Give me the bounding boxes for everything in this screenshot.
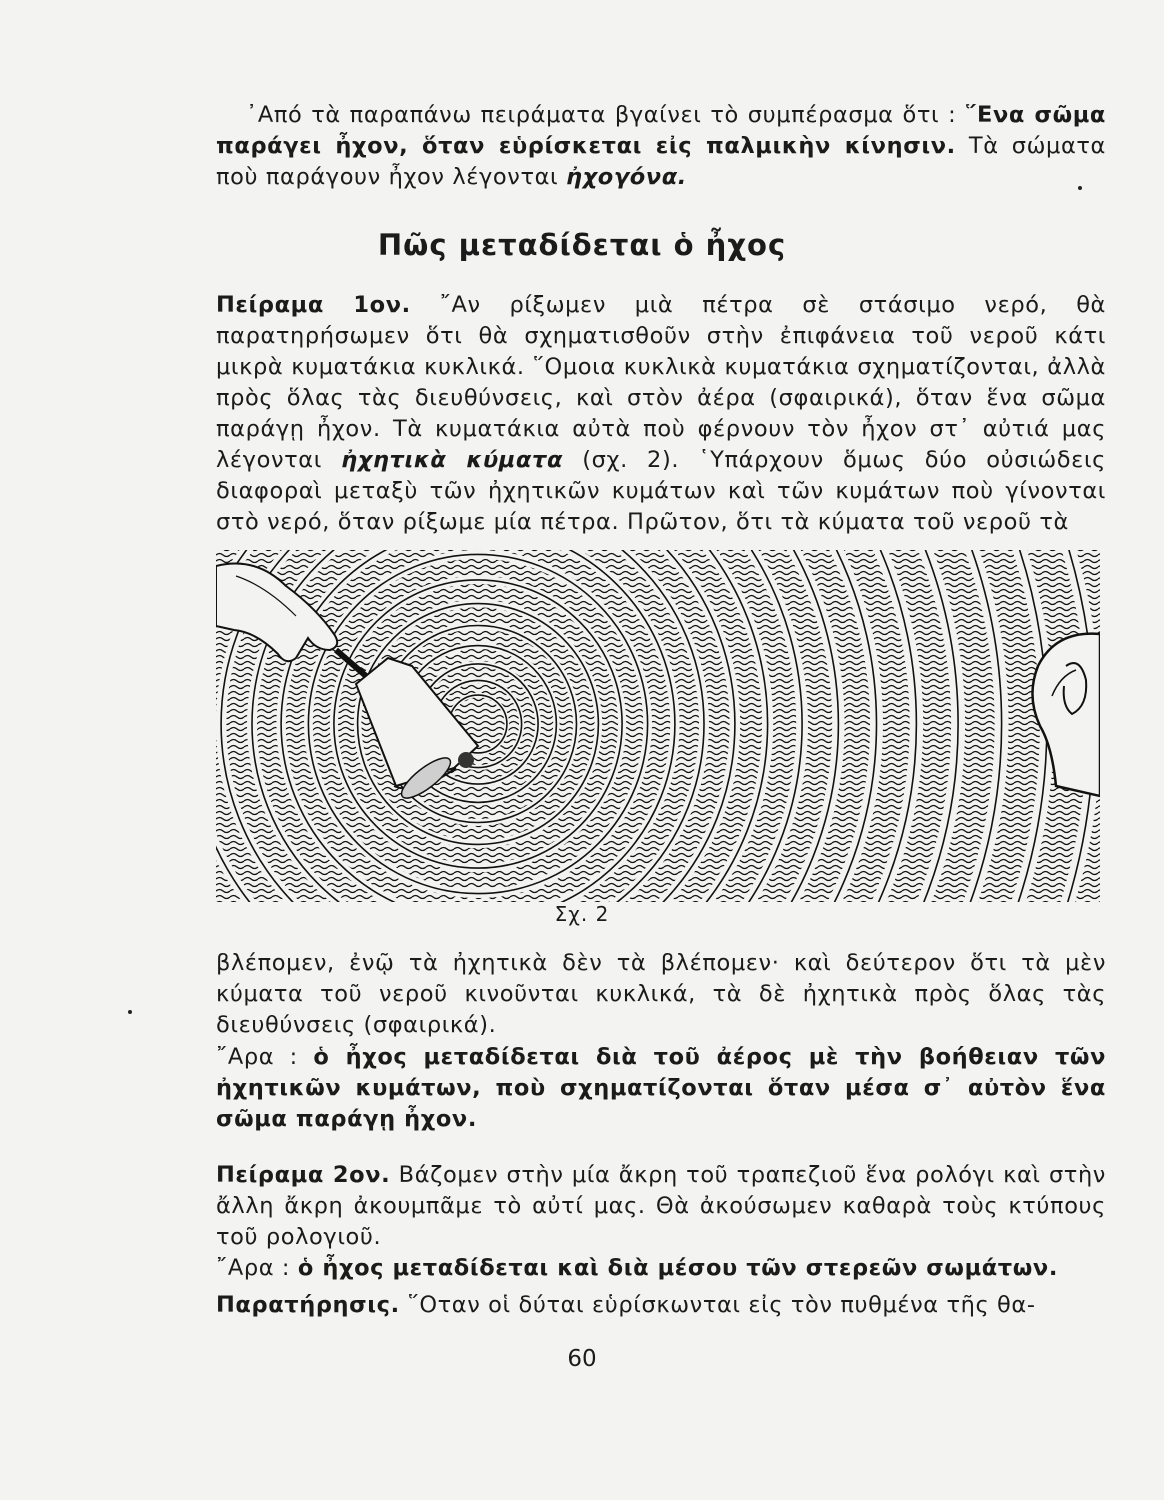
observation-text: ῞Οταν οἱ δύται εὑρίσκωνται εἰς τὸν πυθμένα τῆς θα-: [407, 1292, 1036, 1318]
experiment1-text-a: ῎Αν ρίξωμεν μιὰ πέτρα σὲ στάσιμο νερό, θὰ παρατηρήσωμεν ὅτι θὰ σχηματισθοῦν στὴν ἐπιφάνεια τοῦ νεροῦ κάτι μικρὰ κυματάκια κυκλικά. ῞Ομοια κυκλικὰ κυματάκια σχηματίζονται, ἀλλὰ πρὸς ὅλας τὰς διευθύνσεις, καὶ στὸν ἀέρα (σφαιρικά), ὅταν ἕνα σῶμα παράγῃ ἦχον. Τὰ κυματάκια αὐτὰ ποὺ φέρνουν τὸν ἦχον στ᾽ αὐτιά μας λέγονται: [216, 292, 1106, 473]
experiment2-text: Βάζομεν στὴν μία ἄκρη τοῦ τραπεζιοῦ ἕνα ρολόγι καὶ στὴν ἄλλη ἄκρη ἀκουμπᾶμε τὸ αὐτί μας. Θὰ ἀκούσωμεν καθαρὰ τοὺς κτύπους τοῦ ρολογιοῦ.: [216, 1162, 1106, 1250]
experiment2-paragraph: [216, 1160, 1106, 1253]
conclusion1-bold: ὁ ἦχος μεταδίδεται διὰ τοῦ ἀέρος μὲ τὴν βοήθειαν τῶν ἠχητικῶν κυμάτων, ποὺ σχηματίζονται ὅταν μέσα σ᾽ αὐτὸν ἕνα σῶμα παράγῃ ἦχον.: [216, 1044, 1106, 1132]
ink-speck: [1078, 186, 1082, 190]
experiment2-label: Πείραμα 2ον.: [216, 1162, 391, 1188]
observation-label: Παρατήρησις.: [216, 1292, 400, 1318]
conclusion1-lead: ῎Αρα :: [216, 1044, 298, 1070]
conclusion-tail: Τὰ σώματα ποὺ παράγουν ἦχον λέγονται: [216, 133, 1106, 190]
experiment1-text-b: (σχ. 2). ῾Υπάρχουν ὅμως δύο οὐσιώδεις διαφοραὶ μεταξὺ τῶν ἠχητικῶν κυμάτων καὶ τῶν κυμάτων ποὺ γίνονται στὸ νερό, ὅταν ρίξωμε μία πέτρα. Πρῶτον, ὅτι τὰ κύματα τοῦ νεροῦ τὰ: [216, 447, 1106, 535]
conclusion2-paragraph: [216, 1253, 1106, 1284]
conclusion1-paragraph: [216, 1042, 1106, 1135]
page-number: 60: [567, 1346, 597, 1372]
ink-speck: [128, 1010, 132, 1014]
section-heading: Πῶς μεταδίδεται ὁ ἦχος: [377, 228, 787, 262]
sound-waves-illustration: [216, 546, 1100, 904]
experiment1-label: Πείραμα 1ον.: [216, 292, 411, 318]
observation-paragraph: [216, 1290, 1106, 1321]
experiment1-paragraph: [216, 290, 1106, 538]
conclusion2-bold: ὁ ἦχος μεταδίδεται καὶ διὰ μέσου τῶν στερεῶν σωμάτων.: [297, 1255, 1058, 1281]
conclusion-bold: ῞Ενα σῶμα παράγει ἦχον, ὅταν εὑρίσκεται εἰς παλμικὴν κίνησιν.: [216, 102, 1106, 159]
experiment1-term: ἠχητικὰ κύματα: [341, 447, 563, 473]
conclusion2-lead: ῎Αρα :: [216, 1255, 291, 1281]
continuation-paragraph: βλέπομεν, ἐνῷ τὰ ἠχητικὰ δὲν τὰ βλέπομεν· καὶ δεύτερον ὅτι τὰ μὲν κύματα τοῦ νεροῦ κινοῦνται κυκλικά, τὰ δὲ ἠχητικὰ πρὸς ὅλας τὰς διευθύνσεις (σφαιρικά).: [216, 950, 1106, 1038]
figure-caption: Σχ. 2: [554, 902, 610, 926]
conclusion-paragraph: [216, 100, 1106, 193]
sound-waves-figure: [216, 546, 1100, 904]
conclusion-intro: ᾽Από τὰ παραπάνω πειράματα βγαίνει τὸ συμπέρασμα ὅτι :: [246, 102, 957, 128]
conclusion-term: ἠχογόνα.: [566, 164, 687, 190]
